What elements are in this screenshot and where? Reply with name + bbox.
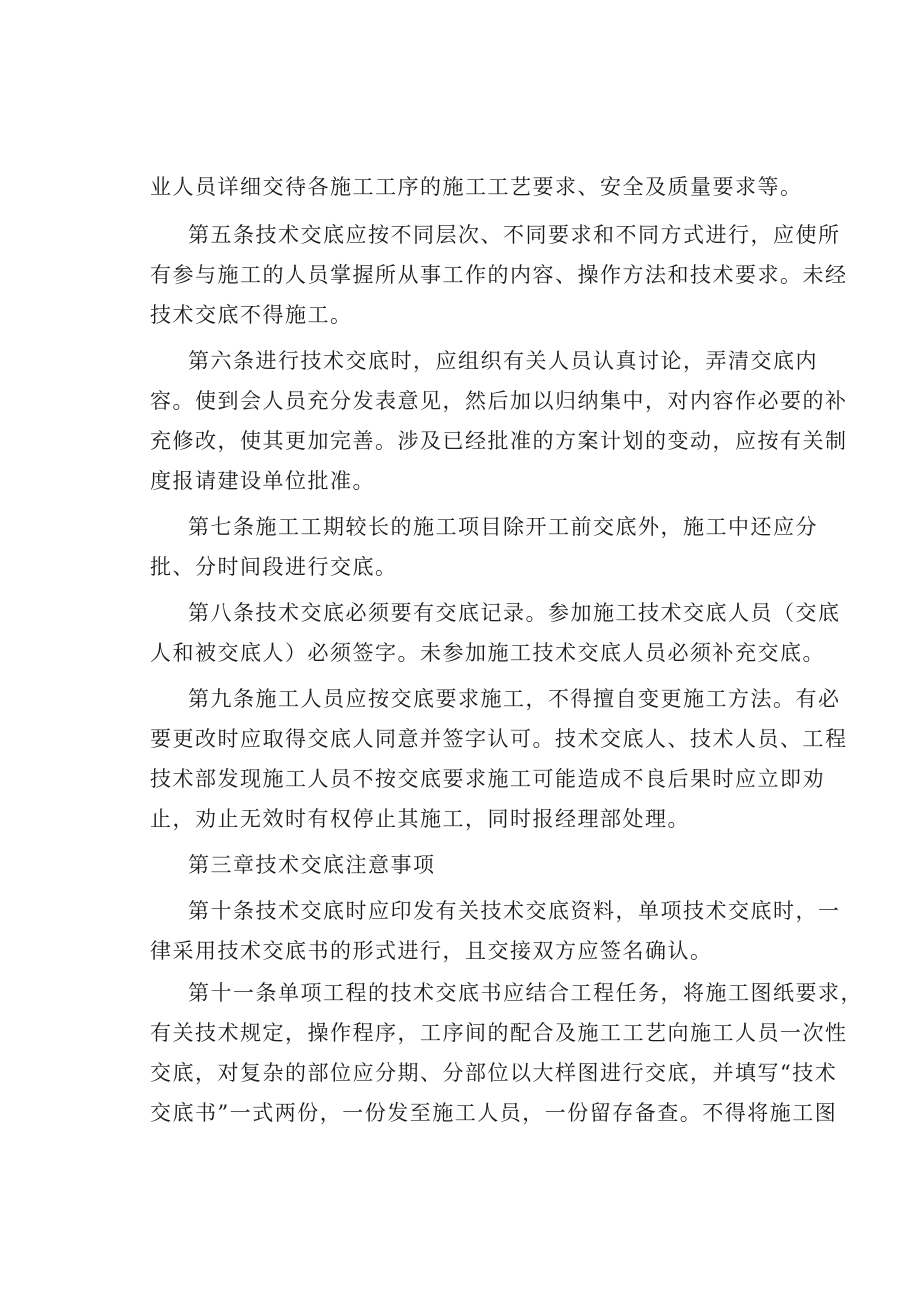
text-line: 止，劝止无效时有权停止其施工，同时报经理部处理。 [150, 807, 690, 831]
paragraph-article-5: 第五条技术交底应按不同层次、不同要求和不同方式进行，应使所 [188, 223, 841, 247]
text-line: 充修改，使其更加完善。涉及已经批准的方案计划的变动，应按有关制 [150, 429, 848, 453]
paragraph-article-10: 第十条技术交底时应印发有关技术交底资料，单项技术交底时，一 [188, 899, 841, 923]
text-line: 技术部发现施工人员不按交底要求施工可能造成不良后果时应立即劝 [150, 767, 825, 791]
paragraph-article-6: 第六条进行技术交底时，应组织有关人员认真讨论，弄清交底内 [188, 349, 818, 373]
text-line: 要更改时应取得交底人同意并签字认可。技术交底人、技术人员、工程 [150, 727, 848, 751]
paragraph-article-8: 第八条技术交底必须要有交底记录。参加施工技术交底人员（交底 [188, 601, 841, 625]
text-line: 度报请建设单位批准。 [150, 469, 375, 493]
text-line: 业人员详细交待各施工工序的施工工艺要求、安全及质量要求等。 [150, 175, 803, 199]
text-line: 交底，对复杂的部位应分期、分部位以大样图进行交底，并填写“技术 [150, 1061, 838, 1085]
text-line: 技术交底不得施工。 [150, 303, 353, 327]
paragraph-article-7: 第七条施工工期较长的施工项目除开工前交底外，施工中还应分 [188, 515, 818, 539]
text-line: 批、分时间段进行交底。 [150, 555, 398, 579]
chapter-heading: 第三章技术交底注意事项 [188, 853, 436, 877]
text-line: 有关技术规定，操作程序，工序间的配合及施工工艺向施工人员一次性 [150, 1021, 848, 1045]
text-line: 交底书”一式两份，一份发至施工人员，一份留存备查。不得将施工图 [150, 1101, 838, 1125]
text-line: 有参与施工的人员掌握所从事工作的内容、操作方法和技术要求。未经 [150, 263, 848, 287]
paragraph-article-11: 第十一条单项工程的技术交底书应结合工程任务，将施工图纸要求， [188, 981, 863, 1005]
paragraph-article-9: 第九条施工人员应按交底要求施工，不得擅自变更施工方法。有必 [188, 687, 841, 711]
text-line: 容。使到会人员充分发表意见，然后加以归纳集中，对内容作必要的补 [150, 389, 848, 413]
text-line: 律采用技术交底书的形式进行，且交接双方应签名确认。 [150, 939, 713, 963]
text-line: 人和被交底人）必须签字。未参加施工技术交底人员必须补充交底。 [150, 641, 825, 665]
